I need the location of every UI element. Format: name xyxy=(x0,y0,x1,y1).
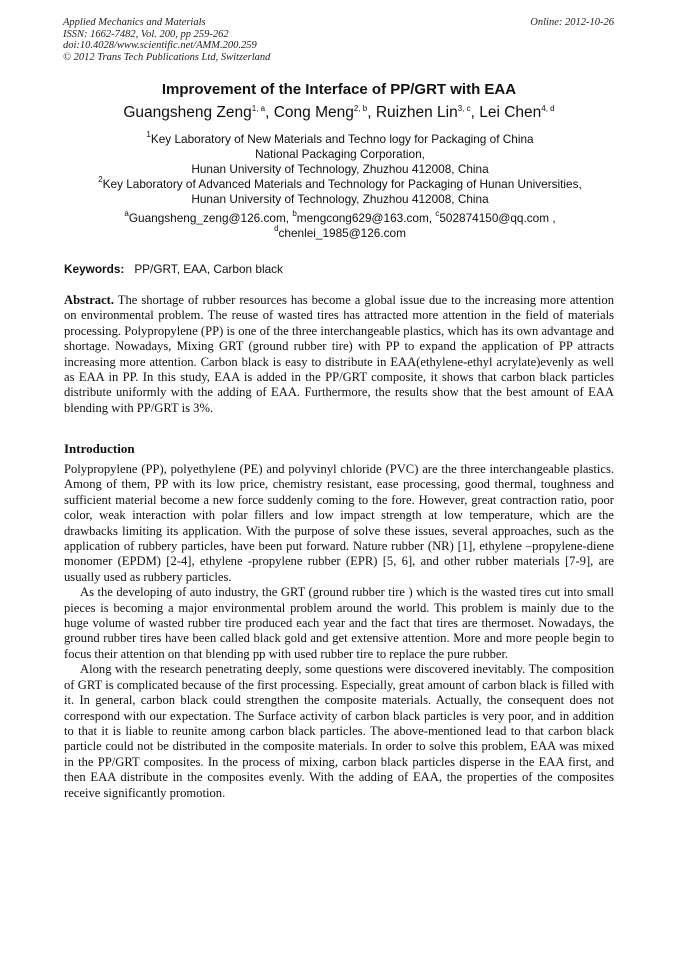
email-mark: b xyxy=(292,209,297,218)
affiliation-line: Hunan University of Technology, Zhuzhou 412008, China xyxy=(191,192,489,206)
paragraph: As the developing of auto industry, the GRT (ground rubber tire ) which is the wasted tires cut into small pieces is becoming a major environmental problem around the world. This problem is mainly due to the huge volume of wasted rubber tire produced each year and the fact that tires are thermoset. Nowadays, the ground rubber tires have been called black gold and get extensive attention. More and more people begin to focus their attention on that blending pp with used rubber tire to replace the pure rubber. xyxy=(64,585,614,661)
affiliation-line xyxy=(40,177,640,192)
author-name: Lei Chen xyxy=(479,104,542,121)
affiliation-mark: 2 xyxy=(98,175,103,184)
section-heading-introduction: Introduction xyxy=(64,441,135,456)
email-mark: c xyxy=(435,209,440,218)
affiliations xyxy=(40,132,640,207)
affiliation-line xyxy=(40,132,640,147)
author-emails xyxy=(40,211,640,241)
abstract-label: Abstract. xyxy=(64,293,115,307)
paper-title: Improvement of the Interface of PP/GRT with EAA xyxy=(161,81,517,98)
email-link[interactable]: Guangsheng_zeng@126.com, xyxy=(128,211,293,225)
abstract xyxy=(64,293,614,416)
journal-name: Applied Mechanics and Materials xyxy=(63,17,206,28)
introduction-body xyxy=(64,462,614,801)
author-name: Cong Meng xyxy=(273,104,354,121)
author-affiliation-mark: 3, c xyxy=(457,104,471,113)
affiliation-mark: 1 xyxy=(146,130,151,139)
author-name: Ruizhen Lin xyxy=(375,104,458,121)
affiliation-line: Hunan University of Technology, Zhuzhou 412008, China xyxy=(191,162,489,176)
email-mark: d xyxy=(274,224,279,233)
email-line xyxy=(40,211,640,226)
journal-copyright: © 2012 Trans Tech Publications Ltd, Switzerland xyxy=(63,51,271,63)
affiliation-text: Key Laboratory of Advanced Materials and Technology for Packaging of Hunan Universities, xyxy=(102,177,582,191)
email-link[interactable]: chenlei_1985@126.com xyxy=(278,226,406,240)
email-line xyxy=(40,226,640,241)
keywords-label: Keywords: xyxy=(64,262,125,276)
journal-header xyxy=(63,17,463,63)
keywords-line xyxy=(64,262,283,276)
journal-doi: doi:10.4028/www.scientific.net/AMM.200.259 xyxy=(63,40,257,51)
email-mark: a xyxy=(124,209,129,218)
author-list: Guangsheng Zeng$^{1, a}$, Cong Meng$^{2, b}$, Ruizhen Lin$^{3, c}$, Lei Chen$^{4, d}$ xyxy=(123,104,555,121)
affiliation-line: National Packaging Corporation, xyxy=(255,147,425,161)
paragraph: Polypropylene (PP), polyethylene (PE) and polyvinyl chloride (PVC) are the three interchangeable plastics. Among of them, PP with its low price, chemistry resistant, ease processing, good thermal, toughness and sufficient material become a new force suddenly coming to the fore. However, great contraction ratio, poor color, weak interaction with polar fillers and low impact strength at low temperature, which are the drawbacks limiting its application. With the purpose of solve these issues, several approaches, such as the application of rubbery particles, have been put forward. Nature rubber (NR) [1], ethylene –propylene-diene monomer (EPDM) [2-4], ethylene -propylene rubber (EPR) [5, 6], and other rubber materials [7-9], are usually used as rubbery particles. xyxy=(64,462,614,584)
abstract-text: The shortage of rubber resources has become a global issue due to the increasing more attention on environmental problem. The reuse of wasted tires has attracted more attention in the field of materials processing. Polypropylene (PP) is one of the three interchangeable plastics, which has its own advantage and shortage. Nowadays, Mixing GRT (ground rubber tire) with PP to expand the application of PP attracts increasing more attention. Carbon black is easy to distribute in EAA(ethylene-ethyl acrylate)evenly as well as EAA in PP. In this study, EAA is added in the PP/GRT composite, it shows that carbon black particles distribute uniformly with the adding of EAA. Furthermore, the results show that the best amount of EAA blending with PP/GRT is 3%. xyxy=(64,293,614,415)
email-link[interactable]: mengcong629@163.com, xyxy=(296,211,436,225)
author-affiliation-mark: 2, b xyxy=(353,104,368,113)
affiliation-text: Key Laboratory of New Materials and Techno logy for Packaging of China xyxy=(150,132,534,146)
author-name: Guangsheng Zeng xyxy=(123,104,252,121)
online-date: Online: 2012-10-26 xyxy=(530,17,614,28)
email-link[interactable]: 502874150@qq.com , xyxy=(439,211,556,225)
author-affiliation-mark: 4, d xyxy=(541,104,555,113)
keywords-value: PP/GRT, EAA, Carbon black xyxy=(134,262,283,276)
paragraph: Along with the research penetrating deeply, some questions were discovered inevitably. The composition of GRT is complicated because of the first processing. Especially, great amount of carbon black is filled with it. In general, carbon black could strengthen the composite materials. Actually, the consequent does not correspond with our expectation. The Surface activity of carbon black particles is very poor, and in addition to that it is liable to reunite among carbon black particles. The above-mentioned lead to that carbon black particle could not be distributed in the composite materials. In order to solve this problem, EAA was mixed in the PP/GRT composites. In the process of mixing, carbon black particles disperse in the EAA first, and then EAA distribute in the composites evenly. With the adding of EAA, the properties of the composites receive significantly promotion. xyxy=(64,662,614,800)
author-affiliation-mark: 1, a xyxy=(251,104,266,113)
journal-issn: ISSN: 1662-7482, Vol. 200, pp 259-262 xyxy=(63,28,229,40)
